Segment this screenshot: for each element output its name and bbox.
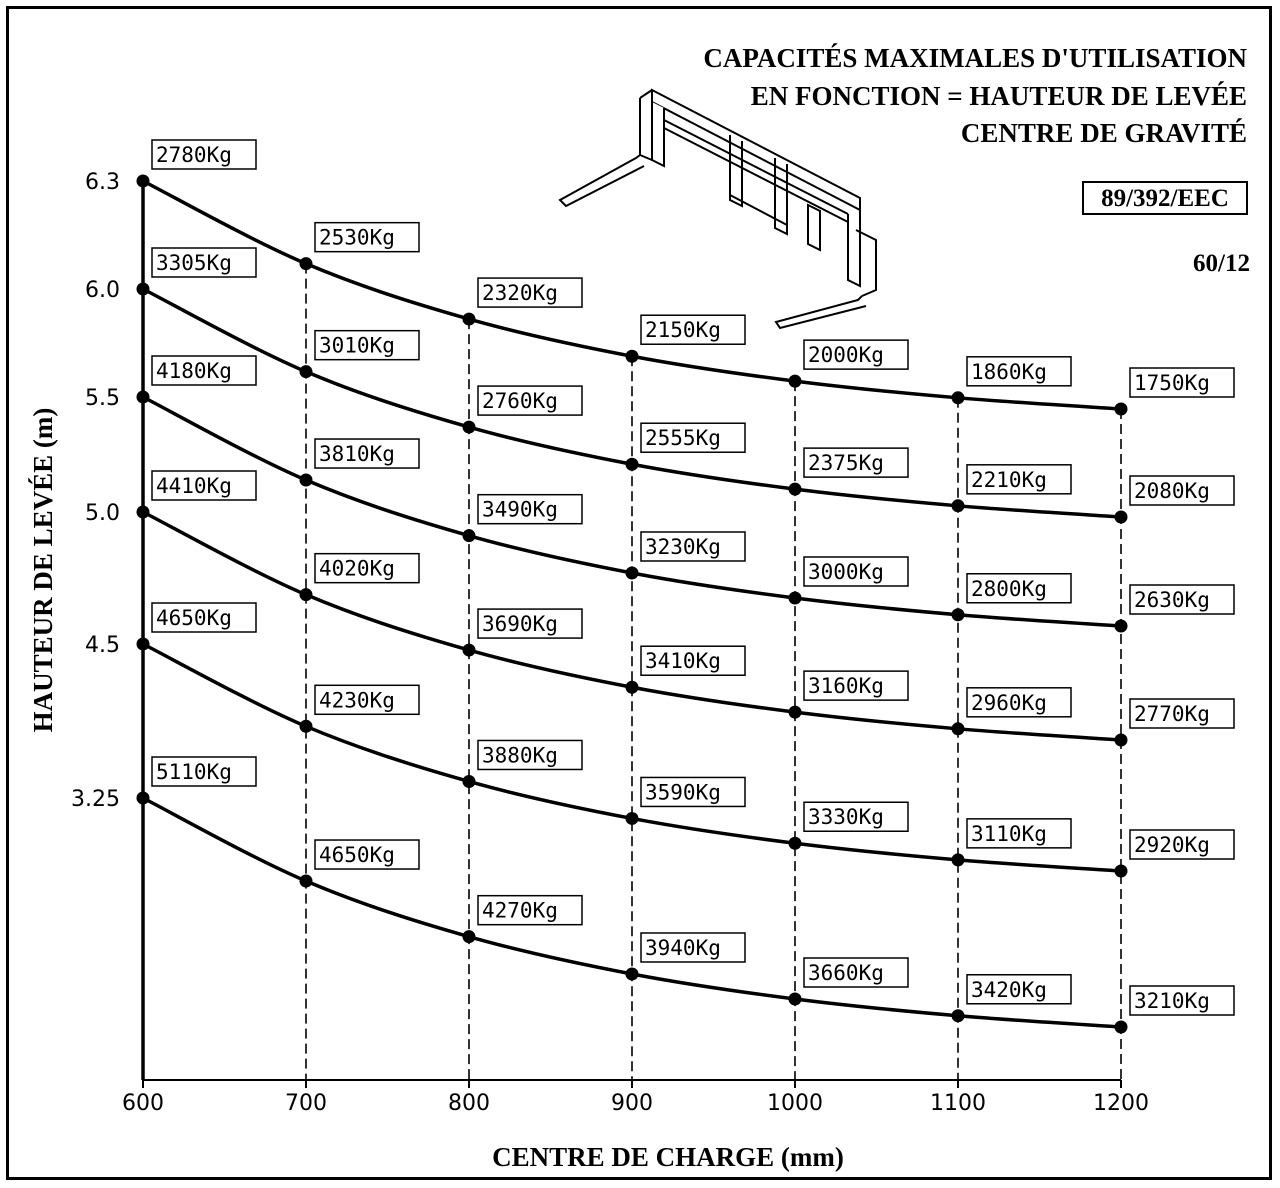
capacity-label: 1860Kg [971,359,1047,384]
capacity-label: 2920Kg [1134,833,1210,857]
y-tick-label: 5.5 [85,386,120,411]
data-point [626,681,639,694]
data-point [952,499,965,512]
capacity-label: 3330Kg [808,805,884,830]
capacity-label: 4650Kg [156,606,232,630]
data-point [789,993,802,1006]
data-point [952,1009,965,1022]
x-tick-label: 900 [611,1091,653,1116]
capacity-label: 1750Kg [1134,371,1210,395]
data-point [1115,403,1128,416]
capacity-label: 4020Kg [319,556,395,581]
y-tick-label: 6.3 [85,170,120,195]
data-point [952,722,965,735]
x-tick-label: 1200 [1093,1091,1149,1116]
fork-carriage-icon [560,90,876,328]
capacity-label: 2320Kg [482,281,558,306]
capacity-label: 4270Kg [482,898,558,923]
data-point [952,608,965,621]
capacity-label: 3305Kg [156,251,232,275]
capacity-label: 2000Kg [808,343,884,368]
capacity-label: 4230Kg [319,688,395,713]
data-point [1115,511,1128,524]
data-point [789,375,802,388]
y-axis-title: HAUTEUR DE LEVÉE (m) [28,407,58,733]
data-point [626,350,639,363]
standard-label: 89/392/EEC [1101,185,1229,212]
capacity-label: 2760Kg [482,389,558,414]
data-point [463,421,476,434]
data-point [952,391,965,404]
data-point [300,875,313,888]
capacity-label: 3660Kg [808,961,884,985]
data-point [137,792,150,805]
data-point [463,930,476,943]
capacity-label: 4410Kg [156,474,232,498]
x-tick-label: 700 [285,1091,327,1116]
model-label: 60/12 [1193,250,1250,277]
capacity-label: 3490Kg [482,497,558,522]
capacity-label: 3160Kg [808,674,884,699]
y-tick-label: 5.0 [85,501,120,526]
capacity-label: 3590Kg [645,780,721,805]
capacity-label: 3690Kg [482,612,558,637]
data-point [300,474,313,487]
y-tick-label: 3.25 [71,787,120,812]
capacity-label: 2210Kg [971,467,1047,492]
data-point [137,391,150,404]
y-tick-label: 4.5 [85,633,120,658]
capacity-label: 2080Kg [1134,479,1210,503]
data-point [789,592,802,605]
capacity-label: 2960Kg [971,690,1047,715]
data-point [1115,734,1128,747]
data-point [1115,620,1128,633]
capacity-label: 2150Kg [645,318,721,343]
capacity-label: 3210Kg [1134,989,1210,1013]
capacity-label: 3810Kg [319,442,395,467]
data-point [1115,865,1128,878]
capacity-label: 2555Kg [645,426,721,451]
y-tick-label: 6.0 [85,278,120,303]
capacity-label: 2770Kg [1134,702,1210,726]
capacity-label: 2630Kg [1134,588,1210,612]
title-line-2: EN FONCTION = HAUTEUR DE LEVÉE [750,81,1247,111]
title-line-3: CENTRE DE GRAVITÉ [960,118,1247,148]
x-tick-label: 600 [122,1091,164,1116]
data-point [463,644,476,657]
data-point [137,175,150,188]
capacity-label: 3230Kg [645,534,721,559]
capacity-label: 2800Kg [971,576,1047,601]
capacity-label: 2530Kg [319,225,395,250]
data-point [626,566,639,579]
data-point [137,638,150,651]
data-point [463,313,476,326]
x-tick-label: 1100 [930,1091,986,1116]
capacity-label: 4650Kg [319,843,395,868]
capacity-label: 3010Kg [319,333,395,358]
title-line-1: CAPACITÉS MAXIMALES D'UTILISATION [703,43,1247,73]
capacity-label: 2780Kg [156,143,232,167]
data-point [300,365,313,378]
capacity-label: 3110Kg [971,821,1047,846]
data-point [789,483,802,496]
data-point [300,588,313,601]
data-point [137,283,150,296]
data-point [789,837,802,850]
data-point [463,775,476,788]
data-point [300,720,313,733]
data-point [463,529,476,542]
capacity-label: 5110Kg [156,760,232,784]
x-tick-label: 800 [448,1091,490,1116]
data-point [137,506,150,519]
data-point [300,257,313,270]
data-point [626,458,639,471]
capacity-label: 3940Kg [645,935,721,960]
capacity-label: 3000Kg [808,560,884,584]
data-point [1115,1021,1128,1034]
capacity-label: 4180Kg [156,359,232,383]
data-point [789,706,802,719]
data-point [626,967,639,980]
capacity-label: 3880Kg [482,743,558,768]
capacity-label: 3410Kg [645,649,721,674]
capacity-label: 2375Kg [808,451,884,476]
data-point [626,812,639,825]
x-tick-label: 1000 [767,1091,823,1116]
data-point [952,853,965,866]
x-axis-title: CENTRE DE CHARGE (mm) [492,1142,844,1172]
capacity-label: 3420Kg [971,977,1047,1002]
